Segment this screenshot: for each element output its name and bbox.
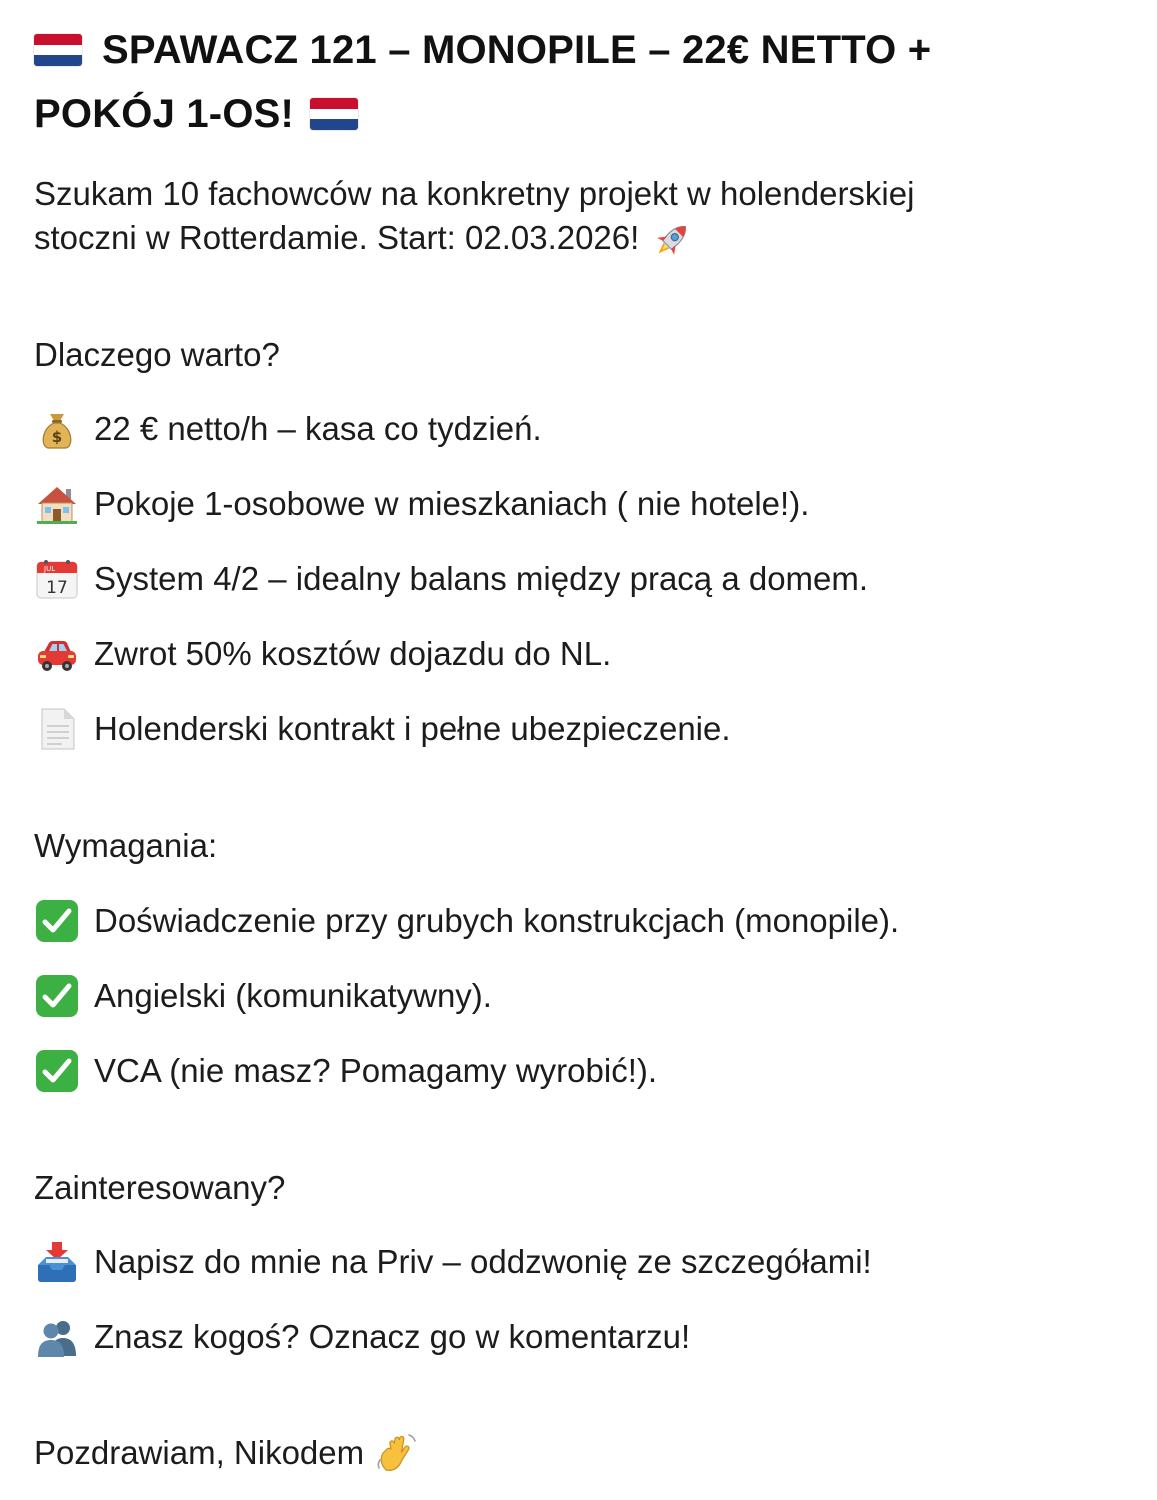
benefit-text: Pokoje 1-osobowe w mieszkaniach ( nie hotele!).: [94, 485, 810, 522]
post-body: [34, 0, 1124, 1471]
people-icon: [34, 1314, 80, 1360]
benefit-text: Zwrot 50% kosztów dojazdu do NL.: [94, 635, 612, 672]
benefit-text: 22 € netto/h – kasa co tydzień.: [94, 410, 542, 447]
benefit-item: [34, 630, 611, 678]
requirement-item: [34, 972, 492, 1020]
benefit-item: [34, 555, 868, 603]
check-mark-icon: [34, 973, 80, 1019]
intro-line-1: Szukam 10 fachowców na konkretny projekt w holenderskiej: [34, 175, 915, 212]
post-title-line-1: SPAWACZ 121 – MONOPILE – 22€ NETTO +: [102, 28, 932, 72]
post-title: [34, 0, 1124, 146]
house-icon: [34, 481, 80, 527]
signoff: [34, 1430, 420, 1476]
netherlands-flag-icon: [34, 34, 82, 66]
svg-text:JUL: JUL: [44, 565, 56, 573]
contact-heading: Zainteresowany?: [34, 1169, 286, 1206]
netherlands-flag-icon: [310, 98, 358, 130]
requirement-item: [34, 897, 899, 945]
money-bag-icon: [34, 406, 80, 452]
calendar-icon: [34, 556, 80, 602]
post-intro: [34, 172, 1074, 263]
svg-text:$: $: [51, 428, 63, 446]
benefit-item: [34, 705, 731, 753]
document-icon: [34, 706, 80, 752]
check-mark-icon: [34, 1048, 80, 1094]
rocket-icon: [649, 217, 695, 263]
contact-item: [34, 1238, 872, 1286]
contact-item: [34, 1313, 690, 1361]
benefit-text: System 4/2 – idealny balans między pracą a domem.: [94, 560, 869, 597]
car-icon: [34, 631, 80, 677]
benefits-heading: Dlaczego warto?: [34, 336, 280, 373]
check-mark-icon: [34, 898, 80, 944]
signoff-text: Pozdrawiam, Nikodem: [34, 1434, 365, 1471]
svg-text:17: 17: [46, 578, 68, 598]
waving-hand-icon: [374, 1430, 420, 1476]
contact-text: Znasz kogoś? Oznacz go w komentarzu!: [94, 1318, 691, 1355]
benefit-text: Holenderski kontrakt i pełne ubezpieczenie.: [94, 710, 731, 747]
inbox-icon: [34, 1239, 80, 1285]
contact-text: Napisz do mnie na Priv – oddzwonię ze szczegółami!: [94, 1243, 872, 1280]
intro-line-2: stoczni w Rotterdamie. Start: 02.03.2026!: [34, 219, 640, 256]
requirement-item: [34, 1047, 657, 1095]
requirement-text: VCA (nie masz? Pomagamy wyrobić!).: [94, 1052, 658, 1089]
benefit-item: [34, 405, 542, 453]
benefit-item: [34, 480, 809, 528]
requirements-heading: Wymagania:: [34, 827, 218, 864]
post-title-line-2: POKÓJ 1-OS!: [34, 92, 295, 136]
requirement-text: Doświadczenie przy grubych konstrukcjach (monopile).: [94, 902, 900, 939]
requirement-text: Angielski (komunikatywny).: [94, 977, 492, 1014]
